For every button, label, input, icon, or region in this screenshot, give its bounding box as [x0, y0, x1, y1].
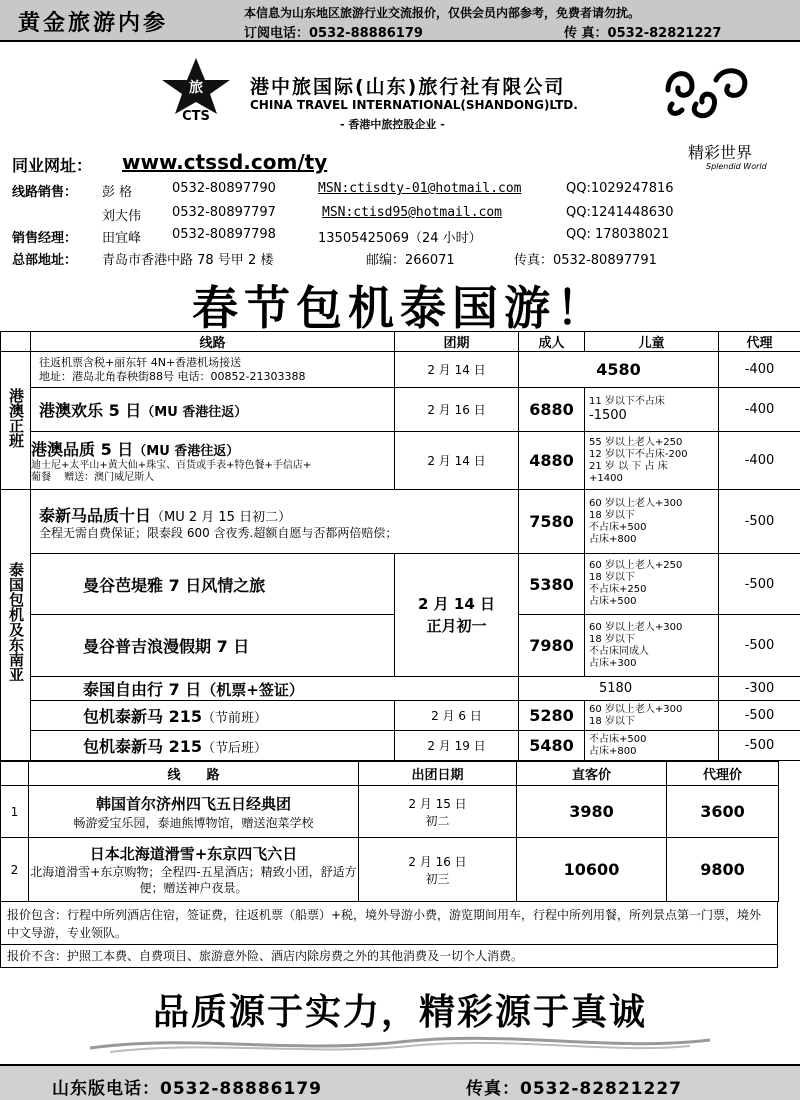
hk1-desc1: 往返机票含税+丽东轩 4N+香港机场接送 [39, 355, 242, 369]
th1-desc: 全程无需自费保证；限泰段 600 含夜秀.超额自愿与否都两倍赔偿； [39, 526, 398, 540]
th1-child4: 占床+800 [589, 533, 637, 545]
subscribe-phone: 订阅电话：0532-88886179 [244, 26, 423, 41]
row1-agent: 3600 [667, 786, 779, 838]
hk2-price: 6880 [519, 388, 585, 432]
hk3-desc1: 迪士尼+太平山+黄大仙+珠宝、百货或手表+特色餐+手信店+ [31, 460, 312, 471]
hk3-desc2: 葡餐 赠送：澳门威尼斯人 [31, 472, 155, 483]
th1-child3: 不占床+500 [589, 521, 647, 533]
header-agent: 代理 [719, 332, 800, 352]
sales1-msn[interactable]: MSN:ctisdty-01@hotmail.com [318, 181, 522, 196]
th2-child2: 18 岁以下 [589, 572, 635, 583]
table-row [1, 352, 800, 388]
company-subtitle: - 香港中旅控股企业 - [340, 118, 445, 131]
row1-desc: 畅游爱宝乐园，泰迪熊博物馆，赠送泡菜学校 [73, 815, 314, 830]
th4-agent: -300 [719, 677, 800, 701]
th1-route [31, 490, 519, 554]
hk2-agent: -400 [719, 388, 800, 432]
th4-title: 泰国自由行 7 日 [83, 680, 202, 699]
hk3-child4: +1400 [589, 472, 623, 484]
header-child: 儿童 [585, 332, 719, 352]
hk2-child [585, 388, 719, 432]
table-row [1, 677, 800, 701]
header-fax: 传 真：0532-82821227 [564, 26, 722, 41]
table-row [1, 554, 800, 615]
hk2-child2: -1500 [589, 408, 627, 423]
hk1-agent: -400 [719, 352, 800, 388]
row2-date [359, 838, 517, 902]
th1-title: 泰新马品质十日 [39, 506, 152, 525]
th6-date: 2 月 19 日 [395, 731, 519, 761]
th1-price: 7580 [519, 490, 585, 554]
header-agent2: 代理价 [667, 762, 779, 786]
th3-child4: 占床+300 [589, 657, 637, 669]
company-name-cn: 港中旅国际(山东)旅行社有限公司 [250, 76, 566, 98]
th3-price: 7980 [519, 615, 585, 677]
row2-route [29, 838, 359, 902]
th2-price: 5380 [519, 554, 585, 615]
header-route: 线路 [31, 332, 395, 352]
row1-title: 韩国首尔济州四飞五日经典团 [95, 794, 291, 813]
th1-child1: 60 岁以上老人+300 [589, 497, 683, 509]
hk3-child [585, 432, 719, 490]
th5-route [31, 701, 395, 731]
postcode: 邮编：266071 [366, 253, 455, 268]
manager-label: 销售经理： [12, 231, 78, 246]
th6-child2: 占床+800 [589, 745, 637, 757]
row2-date1: 2 月 16 日 [408, 854, 467, 869]
row1-date2: 初二 [425, 813, 450, 828]
th6-price: 5480 [519, 731, 585, 761]
top-banner [0, 0, 800, 42]
splendid-world-logo-icon [658, 60, 758, 124]
notice-text: 本信息为山东地区旅游行业交流报价，仅供会员内部参考，免费者请勿扰。 [244, 6, 641, 20]
th5-title: 包机泰新马 215 [83, 707, 202, 726]
header-route2: 线 路 [29, 762, 359, 786]
header-no [1, 762, 29, 786]
th6-suffix: （节后班） [201, 741, 267, 756]
hk2-child1: 11 岁以下不占床 [589, 396, 665, 407]
th5-child2: 18 岁以下 [589, 715, 635, 727]
price-include-note: 报价包含：行程中所列酒店住宿，签证费，往返机票（船票）+税，境外导游小费，游览期间用车，行程中所列用餐，所列景点第一门票，境外中文导游，专业领队。 [0, 901, 778, 945]
manager-phone: 0532-80897798 [172, 227, 276, 242]
header-blank [1, 332, 31, 352]
th3-child [585, 615, 719, 677]
hk3-date: 2 月 14 日 [395, 432, 519, 490]
table-row [1, 490, 800, 554]
hq-fax: 传真：0532-80897791 [514, 253, 657, 268]
hk3-price: 4880 [519, 432, 585, 490]
publication-name: 黄金旅游内参 [18, 11, 169, 36]
th1-agent: -500 [719, 490, 800, 554]
manager-qq: QQ: 178038021 [566, 227, 670, 242]
sales2-qq: QQ:1241448630 [566, 205, 674, 220]
th6-title: 包机泰新马 215 [83, 737, 202, 756]
header-date2: 出团日期 [359, 762, 517, 786]
row1-date [359, 786, 517, 838]
sales1-name: 彭 格 [102, 185, 133, 200]
hk1-date: 2 月 14 日 [395, 352, 519, 388]
sales1-qq: QQ:1029247816 [566, 181, 674, 196]
hk2-date: 2 月 16 日 [395, 388, 519, 432]
web-label: 同业网址： [12, 156, 93, 175]
thailand-price-table [0, 331, 800, 761]
th5-price: 5280 [519, 701, 585, 731]
th2-child3: 不占床+250 [589, 584, 647, 595]
th6-child [585, 731, 719, 761]
hk3-title-line [31, 437, 394, 460]
asia-price-table [0, 761, 779, 902]
table-row [1, 838, 779, 902]
footer-phone: 山东版电话：0532-88886179 [52, 1079, 322, 1099]
cts-star-logo-icon [158, 56, 234, 122]
row1-date1: 2 月 15 日 [408, 796, 467, 811]
region-hk [1, 352, 31, 490]
th5-suffix: （节前班） [201, 711, 267, 726]
row1-no: 1 [1, 786, 29, 838]
hk1-route [31, 352, 395, 388]
region-th [1, 490, 31, 761]
th1-child [585, 490, 719, 554]
th3-child3: 不占床同成人 [589, 645, 649, 657]
manager-name: 田宜峰 [102, 231, 142, 246]
hk3-child3: 21 岁 以 下 占 床 [589, 460, 668, 472]
hk1-price: 4580 [519, 352, 719, 388]
sales-label: 线路销售： [12, 185, 78, 200]
company-name-en: CHINA TRAVEL INTERNATIONAL(SHANDONG)LTD. [250, 98, 578, 112]
hk3-route [31, 432, 395, 490]
table-row [1, 731, 800, 761]
th6-agent: -500 [719, 731, 800, 761]
header-adult: 成人 [519, 332, 585, 352]
th5-child [585, 701, 719, 731]
th2-child4: 占床+500 [589, 596, 637, 607]
footer-fax: 传真：0532-82821227 [466, 1079, 682, 1099]
region-hk-label: 港澳正班 [7, 387, 25, 448]
header-date: 团期 [395, 332, 519, 352]
th3-route: 曼谷普吉浪漫假期 7 日 [31, 615, 395, 677]
slogan: 品质源于实力，精彩源于真诚 [152, 991, 647, 1033]
row2-agent: 9800 [667, 838, 779, 902]
hk3-child2: 12 岁以下不占床-200 [589, 448, 688, 460]
splendid-en: Splendid World [706, 162, 767, 171]
table-row [1, 701, 800, 731]
row2-title: 日本北海道滑雪+东京四飞六日 [89, 845, 298, 863]
hq-label: 总部地址： [12, 253, 78, 268]
th4-suffix: （机票+签证） [201, 681, 304, 699]
logo-text: CTS [182, 109, 210, 122]
table-row [1, 432, 800, 490]
th1-suffix: （MU 2 月 15 日初二） [151, 510, 292, 525]
hk2-title: 港澳欢乐 5 日 [39, 401, 142, 420]
th1-child2: 18 岁以下 [589, 509, 635, 521]
web-url-link[interactable]: www.ctssd.com/ty [122, 150, 328, 174]
header-retail: 直客价 [517, 762, 667, 786]
th5-child1: 60 岁以上老人+300 [589, 703, 683, 715]
hk3-title: 港澳品质 5 日 [31, 440, 134, 459]
sales2-name: 刘大伟 [102, 209, 142, 224]
row2-retail: 10600 [517, 838, 667, 902]
region-th-label: 泰国包机及东南亚 [7, 562, 25, 682]
sales2-phone: 0532-80897797 [172, 205, 276, 220]
hk3-agent: -400 [719, 432, 800, 490]
logo-mark: 旅 [189, 80, 203, 96]
footer-bar [0, 1064, 800, 1100]
row2-date2: 初三 [425, 871, 450, 886]
hk3-suffix: （MU 香港往返） [133, 444, 240, 459]
sales1-phone: 0532-80897790 [172, 181, 276, 196]
th1-title-line [31, 503, 518, 526]
th2-child1: 60 岁以上老人+250 [589, 560, 683, 571]
table-row [1, 786, 779, 838]
hk1-desc2: 地址：港岛北角春秧街88号 电话：00852-21303388 [39, 369, 306, 383]
th4-price: 5180 [519, 677, 719, 701]
main-title: 春节包机泰国游！ [192, 281, 608, 335]
th2-route: 曼谷芭堤雅 7 日风情之旅 [31, 554, 395, 615]
wave-decoration-icon [90, 1028, 710, 1056]
th2-child [585, 554, 719, 615]
th-date1: 2 月 14 日 [418, 595, 495, 613]
hk2-suffix: （MU 香港往返） [141, 405, 248, 420]
th3-agent: -500 [719, 615, 800, 677]
th2-agent: -500 [719, 554, 800, 615]
th5-agent: -500 [719, 701, 800, 731]
row2-desc: 北海道滑雪+东京购物；全程四-五星酒店；精致小团，舒适方便；赠送神户夜景。 [30, 865, 357, 895]
table-row [1, 388, 800, 432]
row1-retail: 3980 [517, 786, 667, 838]
manager-mobile: 13505425069（24 小时） [318, 231, 482, 246]
th-date2: 正月初一 [426, 617, 487, 635]
th6-child1: 不占床+500 [589, 733, 647, 745]
price-exclude-note: 报价不含：护照工本费、自费项目、旅游意外险、酒店内除房费之外的其他消费及一切个人消费。 [0, 944, 778, 968]
hk2-route [31, 388, 395, 432]
th-date [395, 554, 519, 677]
th6-route [31, 731, 395, 761]
th3-child1: 60 岁以上老人+300 [589, 621, 683, 633]
row1-route [29, 786, 359, 838]
hq-address: 青岛市香港中路 78 号甲 2 楼 [102, 253, 274, 268]
sales2-msn[interactable]: MSN:ctisd95@hotmail.com [322, 205, 503, 220]
splendid-cn: 精彩世界 [688, 143, 753, 162]
th4-route [31, 677, 519, 701]
th5-date: 2 月 6 日 [395, 701, 519, 731]
hk3-child1: 55 岁以上老人+250 [589, 436, 683, 448]
th3-child2: 18 岁以下 [589, 633, 635, 645]
row2-no: 2 [1, 838, 29, 902]
